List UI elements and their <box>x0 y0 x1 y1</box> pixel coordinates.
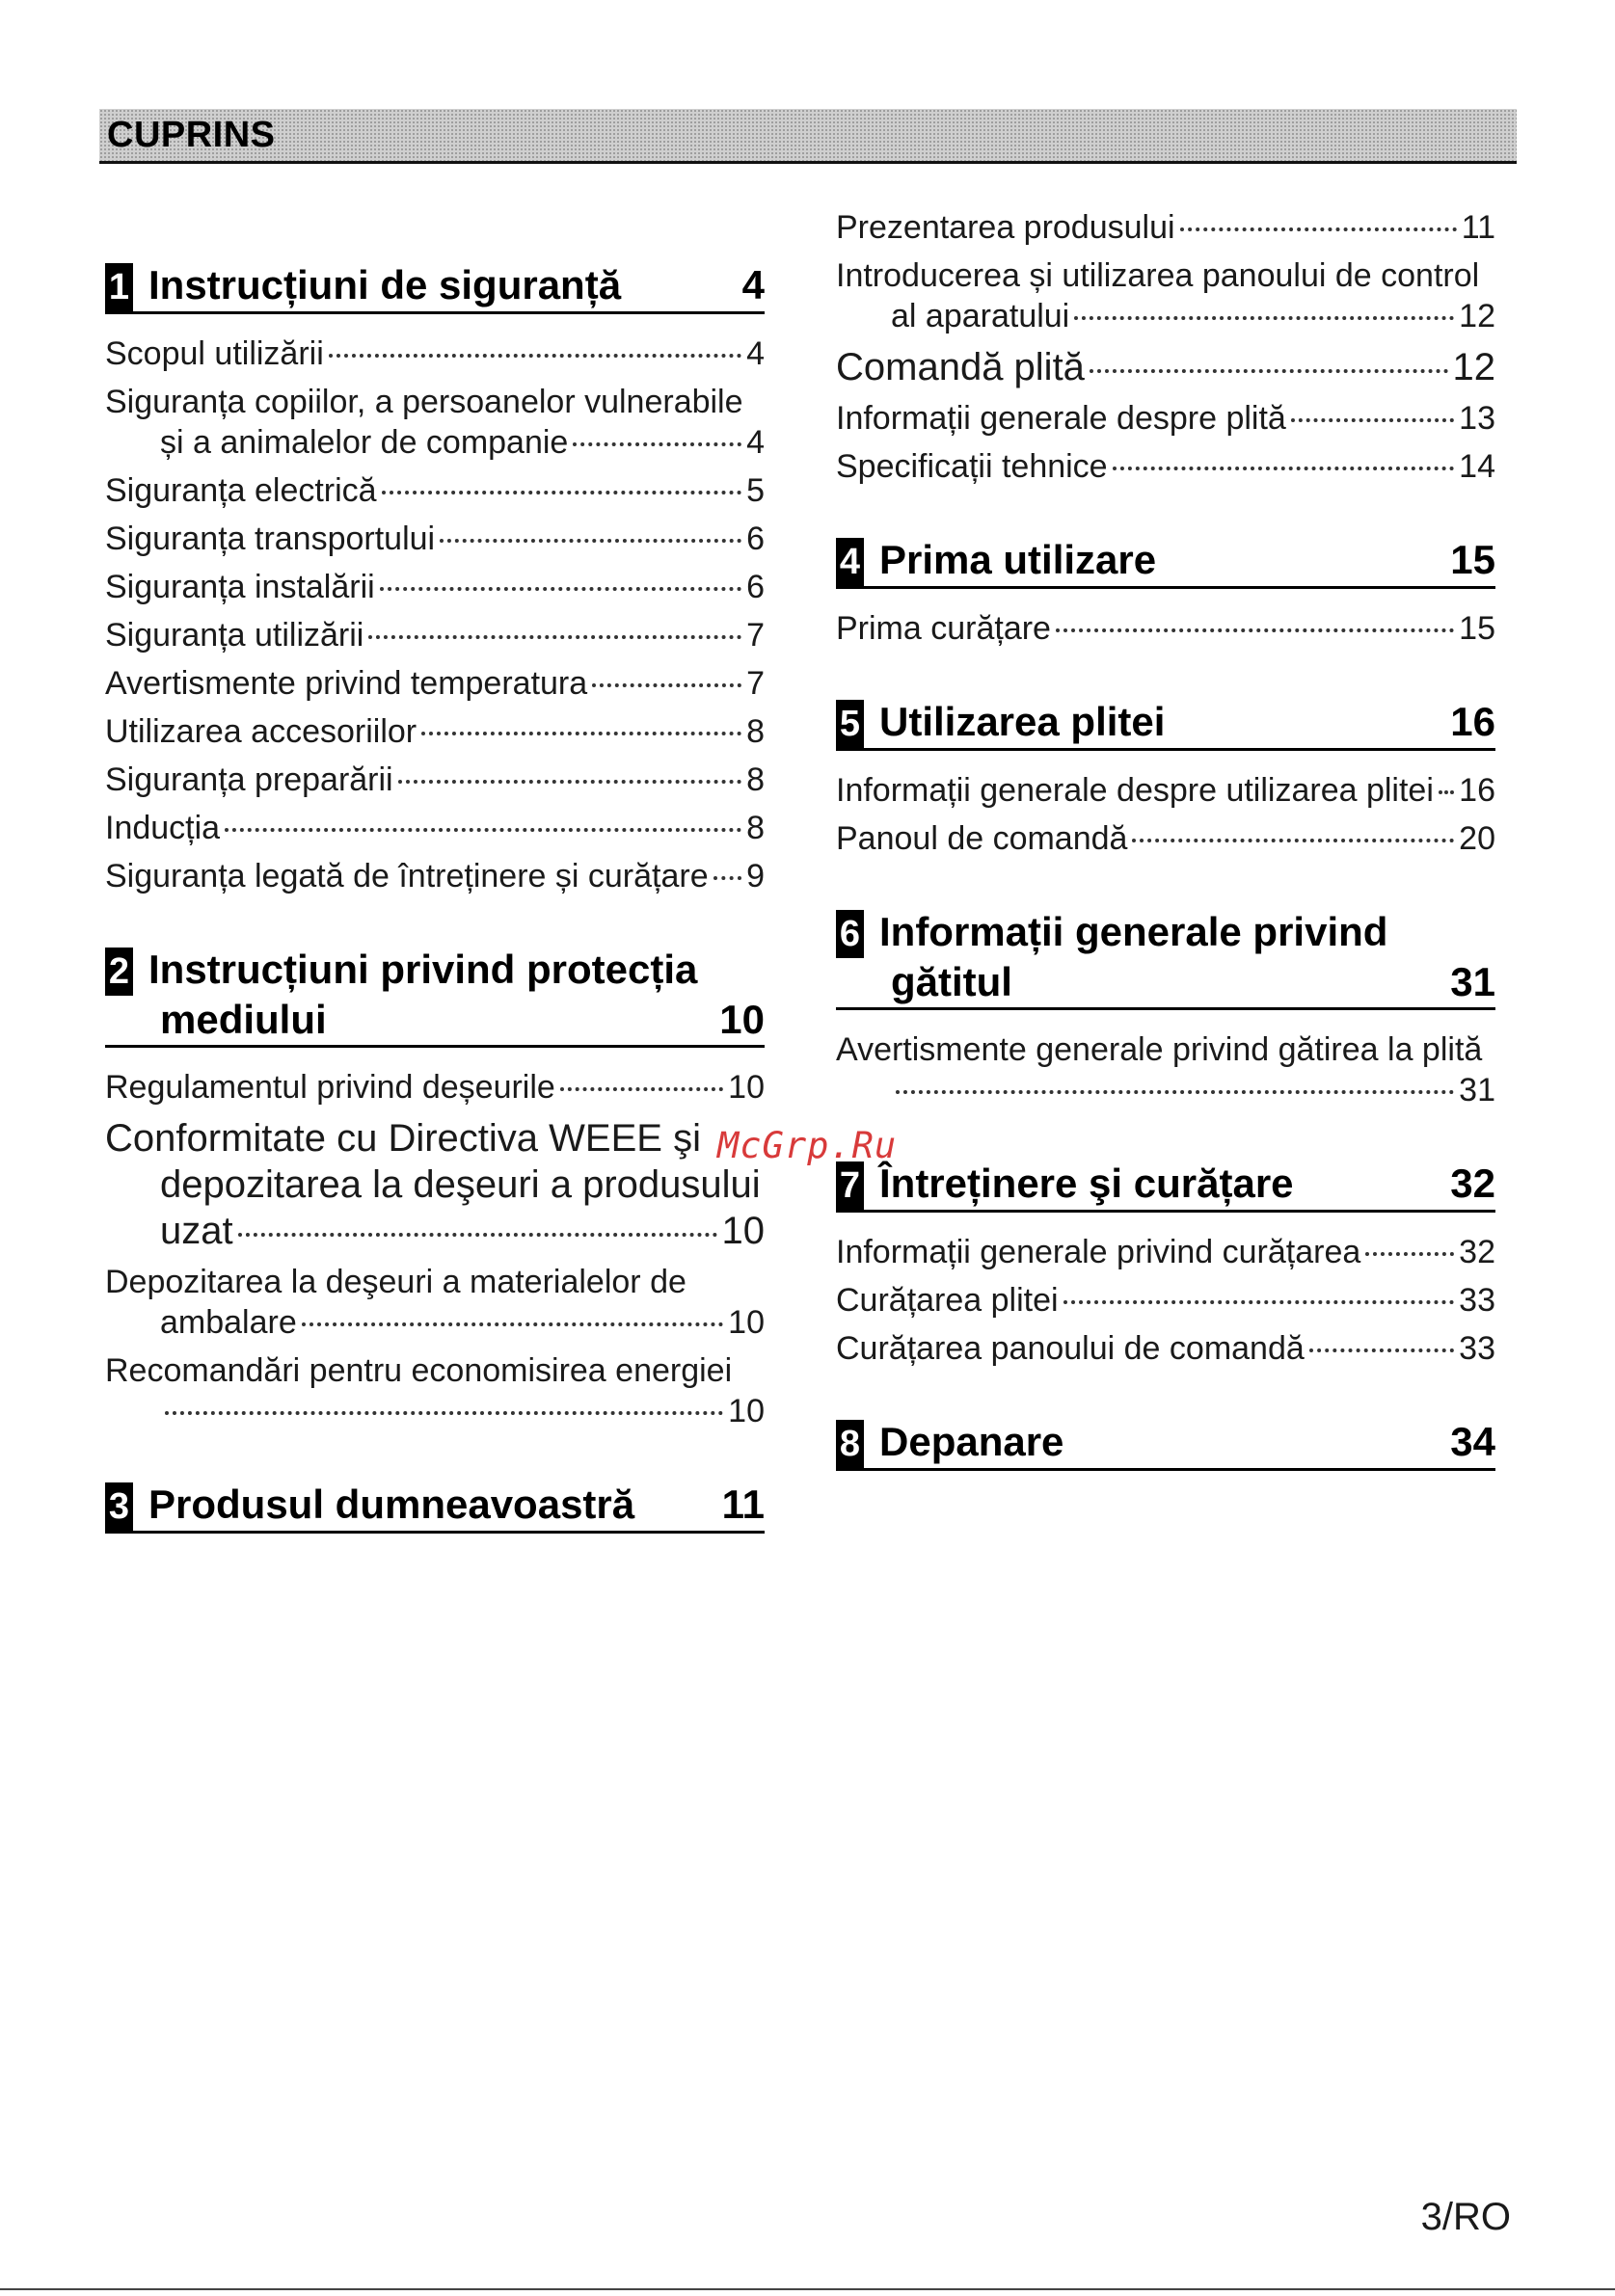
toc-entry[interactable]: Prezentarea produsului 11 <box>836 209 1495 246</box>
section-1-heading[interactable] <box>105 260 765 314</box>
section-3-heading[interactable] <box>105 1480 765 1534</box>
section-number-badge: 1 <box>105 263 133 311</box>
toc-entry[interactable]: Siguranța electrică 5 <box>105 472 765 509</box>
toc-entry[interactable]: Siguranța preparării 8 <box>105 761 765 798</box>
toc-entry[interactable]: Depozitarea la deşeuri a materialelor de ambalare 10 <box>105 1264 765 1341</box>
toc-entry[interactable]: Siguranța legată de întreținere și curățare 9 <box>105 858 765 894</box>
toc-entry[interactable]: Siguranța instalării 6 <box>105 569 765 605</box>
section-title: Utilizarea plitei <box>879 699 1166 744</box>
toc-entry[interactable]: Curățarea panoului de comandă 33 <box>836 1330 1495 1367</box>
section-page: 16 <box>1450 699 1495 744</box>
toc-entry[interactable]: Informații generale despre utilizarea plitei 16 <box>836 772 1495 809</box>
toc-entry[interactable]: Comandă plită 12 <box>836 346 1495 388</box>
section-4-heading[interactable] <box>836 535 1495 589</box>
toc-right-column <box>836 207 1495 1490</box>
bottom-divider <box>0 2288 1615 2290</box>
section-number-badge: 7 <box>836 1161 864 1210</box>
toc-entry[interactable]: Scopul utilizării 4 <box>105 335 765 372</box>
toc-entry[interactable]: Curățarea plitei 33 <box>836 1282 1495 1319</box>
watermark: McGrp.Ru <box>717 1125 898 1166</box>
page-title: CUPRINS <box>107 115 276 155</box>
header-banner <box>99 109 1517 164</box>
toc-entry[interactable]: Avertismente privind temperatura 7 <box>105 665 765 702</box>
section-title: Prima utilizare <box>879 537 1157 582</box>
section-7-heading[interactable] <box>836 1159 1495 1213</box>
section-title: Întreținere şi curățare <box>879 1161 1294 1206</box>
section-8-heading[interactable] <box>836 1417 1495 1471</box>
section-page: 15 <box>1450 537 1495 582</box>
section-page: 10 <box>719 997 765 1042</box>
toc-entry[interactable]: Inducția 8 <box>105 810 765 846</box>
toc-entry[interactable]: Recomandări pentru economisirea energiei 10 <box>105 1352 765 1429</box>
section-title-cont: mediului <box>160 997 327 1042</box>
section-page: 31 <box>1450 959 1495 1004</box>
section-number-badge: 8 <box>836 1420 864 1468</box>
toc-entry[interactable]: Regulamentul privind deșeurile 10 <box>105 1069 765 1106</box>
toc-left-column <box>105 207 765 1553</box>
section-title: Instrucțiuni de siguranță <box>148 262 622 307</box>
toc-entry[interactable]: Siguranța utilizării 7 <box>105 617 765 654</box>
toc-entry[interactable]: Siguranța copiilor, a persoanelor vulnerabile și a animalelor de companie 4 <box>105 384 765 461</box>
section-title: Informații generale privind <box>879 909 1388 954</box>
section-5-heading[interactable] <box>836 697 1495 751</box>
section-6-heading[interactable] <box>836 907 1495 1010</box>
page-number: 3/RO <box>1420 2196 1511 2238</box>
section-number-badge: 3 <box>105 1482 133 1531</box>
section-page: 34 <box>1450 1419 1495 1464</box>
section-title-cont: gătitul <box>891 959 1012 1004</box>
toc-entry[interactable]: Conformitate cu Directiva WEEE şi depozitarea la deşeuri a produsului uzat 10 <box>105 1117 765 1252</box>
section-number-badge: 5 <box>836 700 864 748</box>
toc-entry[interactable]: Informații generale privind curățarea 32 <box>836 1234 1495 1270</box>
section-page: 11 <box>721 1482 765 1527</box>
toc-entry[interactable]: Introducerea și utilizarea panoului de control al aparatului 12 <box>836 257 1495 334</box>
toc-entry[interactable]: Informații generale despre plită 13 <box>836 400 1495 437</box>
toc-entry[interactable]: Panoul de comandă 20 <box>836 820 1495 857</box>
section-page: 4 <box>741 262 765 307</box>
section-title: Produsul dumneavoastră <box>148 1482 635 1527</box>
toc-entry[interactable]: Specificații tehnice 14 <box>836 448 1495 485</box>
section-page: 32 <box>1450 1161 1495 1206</box>
toc-entry[interactable]: Utilizarea accesoriilor 8 <box>105 713 765 750</box>
section-title: Instrucțiuni privind protecția <box>148 947 698 992</box>
toc-entry[interactable]: Prima curățare 15 <box>836 610 1495 647</box>
toc-entry[interactable]: Avertismente generale privind gătirea la plită 31 <box>836 1031 1495 1108</box>
section-2-heading[interactable] <box>105 945 765 1048</box>
section-number-badge: 6 <box>836 910 864 958</box>
toc-entry[interactable]: Siguranța transportului 6 <box>105 521 765 557</box>
section-title: Depanare <box>879 1419 1064 1464</box>
section-number-badge: 2 <box>105 948 133 996</box>
section-number-badge: 4 <box>836 538 864 586</box>
